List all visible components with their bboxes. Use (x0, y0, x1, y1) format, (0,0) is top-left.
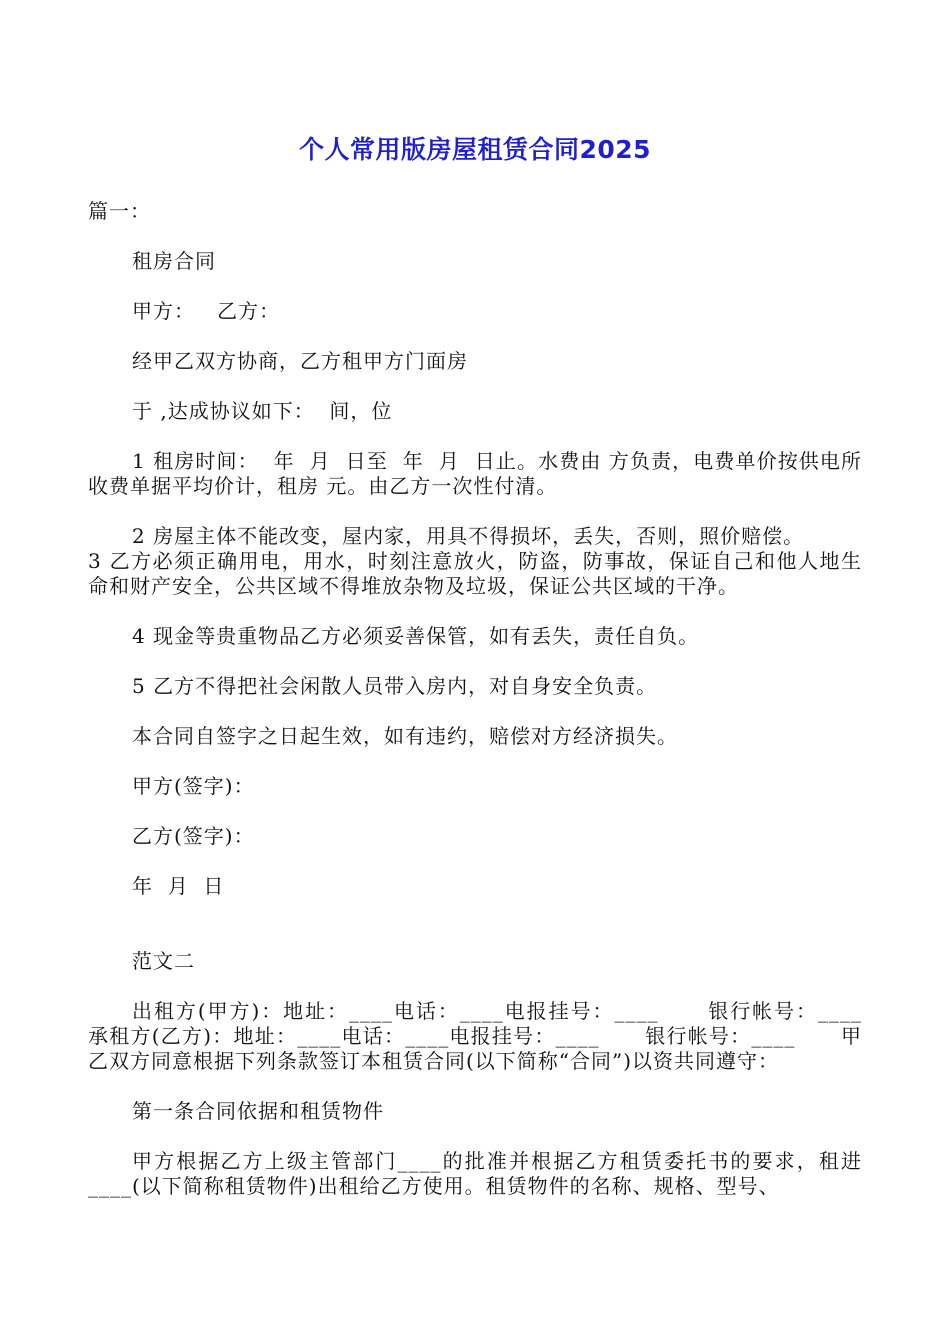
clause-4: 4 现金等贵重物品乙方必须妥善保管，如有丢失，责任自负。 (132, 624, 700, 648)
clause-5: 5 乙方不得把社会闲散人员带入房内，对自身安全负责。 (132, 674, 658, 698)
paragraph: 租房合同 (132, 249, 216, 273)
clause-3: 3 乙方必须正确用电，用水，时刻注意放火，防盗，防事故，保证自己和他人地生命和财产安全，公共区域不得堆放杂物及垃圾，保证公共区域的干净。 (88, 549, 862, 598)
paragraph: 甲方根据乙方上级主管部门____的批准并根据乙方租赁委托书的要求，租进____(以下简称租赁物件)出租给乙方使用。租赁物件的名称、规格、型号、 (88, 1149, 862, 1198)
clause-1: 1 租房时间： 年 月 日至 年 月 日止。水费由 方负责，电费单价按供电所收费单据平均价计，租房 元。由乙方一次性付清。 (88, 449, 862, 498)
clause-2: 2 房屋主体不能改变，屋内家，用具不得损坏，丢失，否则，照价赔偿。 (132, 524, 805, 548)
document-title: 个人常用版房屋租赁合同2025 (298, 135, 652, 164)
signature-party-a: 甲方(签字)： (132, 774, 255, 798)
signature-date: 年 月 日 (132, 874, 225, 898)
section-label: 范文二 (132, 949, 195, 973)
paragraph: 于 ,达成协议如下： 间，位 (132, 399, 393, 423)
section-label: 篇一： (88, 199, 151, 223)
article-heading: 第一条合同依据和租赁物件 (132, 1099, 384, 1123)
paragraph: 经甲乙双方协商，乙方租甲方门面房 (132, 349, 468, 373)
signature-party-b: 乙方(签字)： (132, 824, 255, 848)
paragraph: 甲方： 乙方： (132, 299, 281, 323)
document-body (88, 199, 907, 1199)
paragraph: 本合同自签字之日起生效，如有违约，赔偿对方经济损失。 (132, 724, 678, 748)
paragraph: 出租方(甲方)：地址：____电话：____电报挂号：____ 银行帐号：____ 承租方(乙方)：地址：____电话：____电报挂号：____ 银行帐号：____ 甲乙双方同意根据下列条款签订本租赁合同(以下简称“合同”)以资共同遵守： (88, 999, 907, 1073)
